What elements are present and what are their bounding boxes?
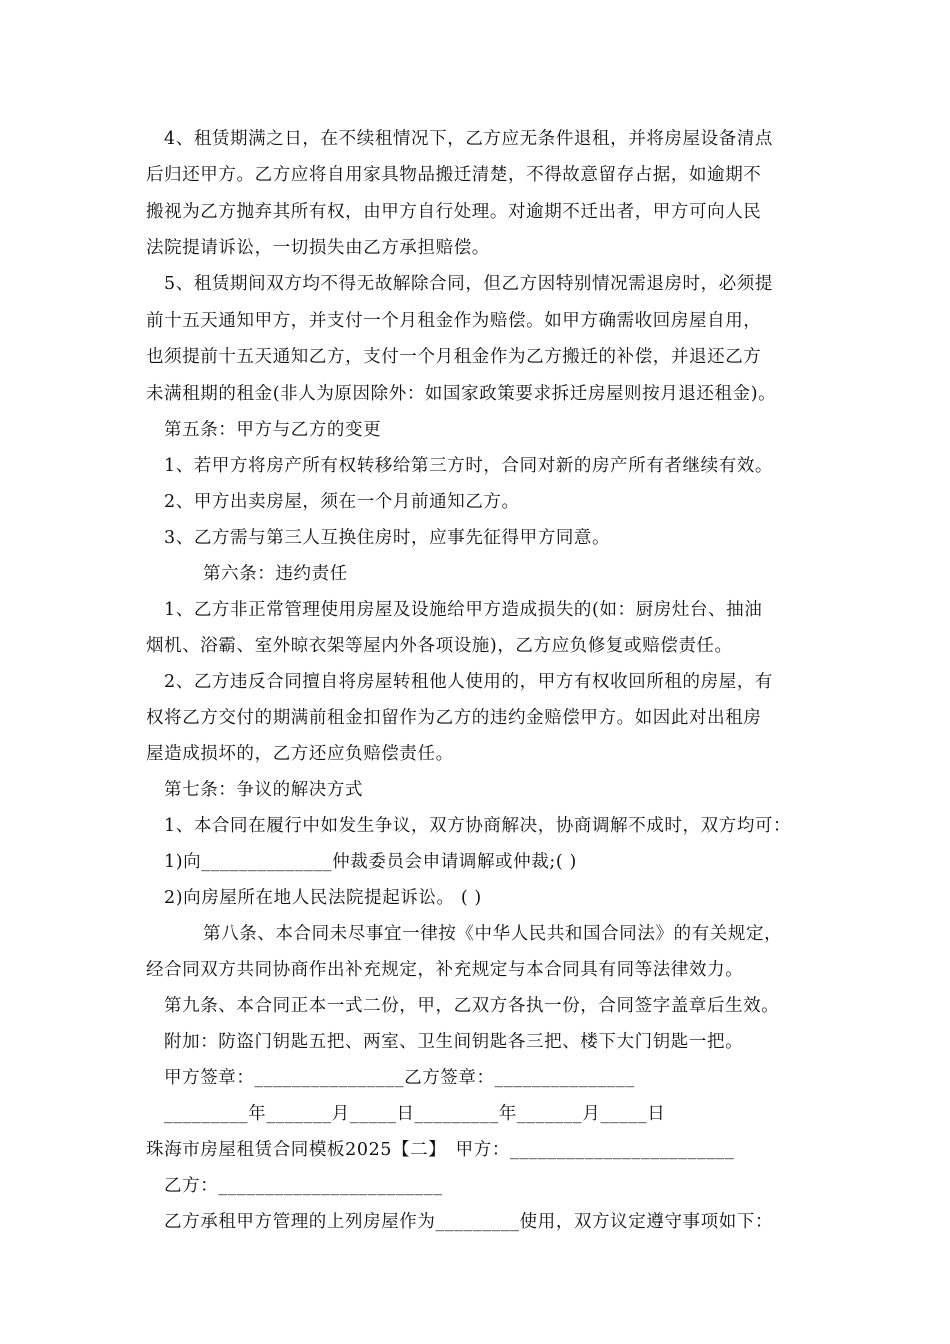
article-8-line-2: 经合同双方共同协商作出补充规定，补充规定与本合同具有同等法律效力。 [146,960,744,980]
party-b-line: 乙方：________________________ [164,1176,443,1196]
article-6-item-2-line-1: 2、乙方违反合同擅自将房屋转租他人使用的，甲方有权收回所租的房屋，有 [164,672,774,692]
article-7-heading: 第七条：争议的解决方式 [164,780,364,800]
article-5-item-2: 2、甲方出卖房屋，须在一个月前通知乙方。 [164,492,520,512]
para-4-line-4: 法院提请诉讼，一切损失由乙方承担赔偿。 [146,238,490,258]
article-8-line-1: 第八条、本合同未尽事宜一律按《中华人民共和国合同法》的有关规定， [203,924,783,944]
signature-line: 甲方签章：________________乙方签章：_______________ [164,1068,635,1088]
contract-2-title: 珠海市房屋租赁合同模板2025【二】 甲方：________________________ [146,1140,735,1160]
article-6-item-2-line-3: 屋造成损坏的，乙方还应负赔偿责任。 [146,744,454,764]
para-5-line-1: 5、租赁期间双方均不得无故解除合同，但乙方因特别情况需退房时，必须提 [164,274,774,294]
para-5-line-2: 前十五天通知甲方，并支付一个月租金作为赔偿。如甲方确需收回房屋自用， [146,311,762,331]
article-5-item-3: 3、乙方需与第三人互换住房时，应事先征得甲方同意。 [164,528,611,548]
addendum-keys: 附加：防盗门钥匙五把、两室、卫生间钥匙各三把、楼下大门钥匙一把。 [164,1032,744,1052]
para-4-line-3: 搬视为乙方抛弃其所有权，由甲方自行处理。对逾期不迁出者，甲方可向人民 [146,202,762,222]
article-7-option-1: 1)向______________仲裁委员会申请调解或仲裁;( ) [164,852,577,872]
article-6-item-1-line-1: 1、乙方非正常管理使用房屋及设施给甲方造成损失的(如：厨房灶台、抽油 [164,600,763,620]
article-5-item-1: 1、若甲方将房产所有权转移给第三方时，合同对新的房产所有者继续有效。 [164,456,774,476]
date-line: _________年_______月_____日_________年_______月_____日 [164,1104,666,1124]
para-4-line-2: 后归还甲方。乙方应将自用家具物品搬迁清楚，不得故意留存占据，如逾期不 [146,165,762,185]
para-5-line-3: 也须提前十五天通知乙方，支付一个月租金作为乙方搬迁的补偿，并退还乙方 [146,347,762,367]
article-5-heading: 第五条：甲方与乙方的变更 [164,420,382,440]
article-9: 第九条、本合同正本一式二份，甲，乙双方各执一份，合同签字盖章后生效。 [164,996,780,1016]
article-7-option-2: 2)向房屋所在地人民法院提起诉讼。 ( ) [164,888,482,908]
article-6-heading: 第六条：违约责任 [203,564,348,584]
para-5-line-4: 未满租期的租金(非人为原因除外：如国家政策要求拆迁房屋则按月退还租金)。 [146,384,777,404]
article-6-item-2-line-2: 权将乙方交付的期满前租金扣留作为乙方的违约金赔偿甲方。如因此对出租房 [146,708,762,728]
para-4-line-1: 4、租赁期满之日，在不续租情况下，乙方应无条件退租，并将房屋设备清点 [164,129,774,149]
article-6-item-1-line-2: 烟机、浴霸、室外晾衣架等屋内外各项设施)，乙方应负修复或赔偿责任。 [146,636,733,656]
usage-terms-line: 乙方承租甲方管理的上列房屋作为_________使用，双方议定遵守事项如下： [164,1212,774,1232]
article-7-item-1: 1、本合同在履行中如发生争议，双方协商解决，协商调解不成时，双方均可： [164,816,792,836]
